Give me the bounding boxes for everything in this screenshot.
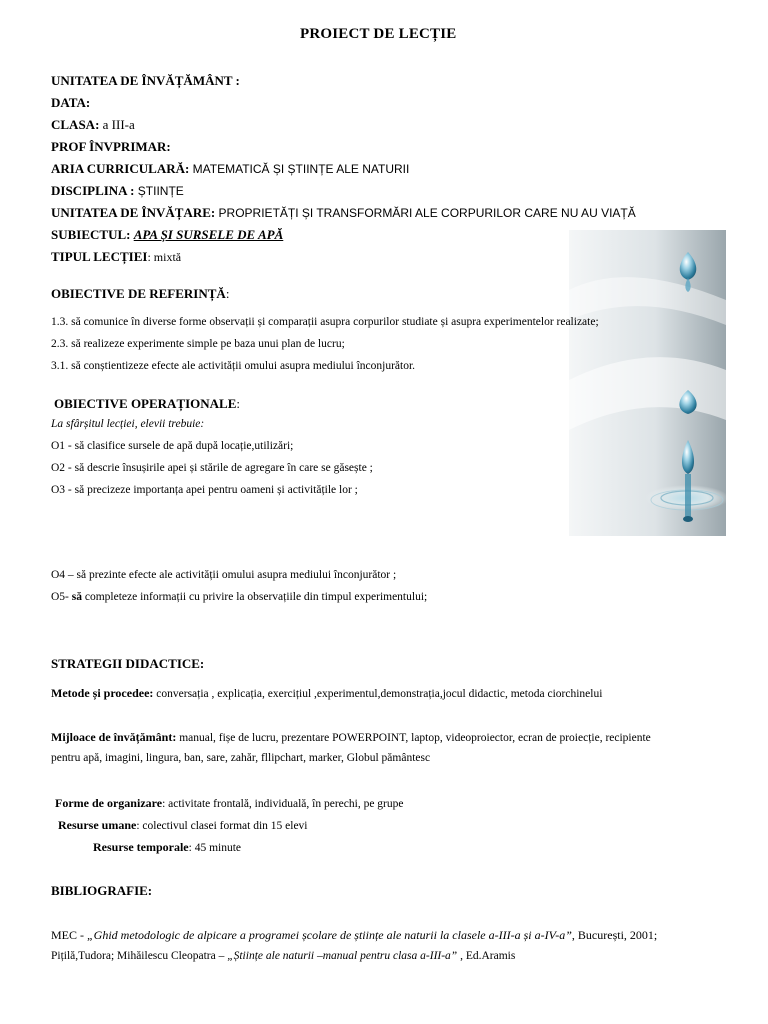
ref1-suffix: , București, 2001; bbox=[571, 928, 658, 942]
arie-label: ARIA CURRICULARĂ: bbox=[51, 161, 190, 176]
resurse-umane-label: Resurse umane bbox=[58, 818, 137, 832]
obiective-referinta-colon: : bbox=[225, 286, 230, 301]
obiectiv-referinta-3: 3.1. să conștientizeze efecte ale activității omului asupra mediului înconjurător. bbox=[51, 360, 416, 372]
mijloace-label: Mijloace de învățământ: bbox=[51, 730, 177, 744]
metode-field bbox=[51, 686, 602, 701]
resurse-temporale-label: Resurse temporale bbox=[93, 840, 189, 854]
unitate-invatare-value: PROPRIETĂȚI ȘI TRANSFORMĂRI ALE CORPURILOR CARE NU AU VIAȚĂ bbox=[215, 206, 636, 220]
bibliografie-heading: BIBLIOGRAFIE: bbox=[51, 883, 153, 898]
resurse-umane-value: : colectivul clasei format din 15 elevi bbox=[136, 820, 308, 832]
mijloace-field bbox=[51, 730, 651, 745]
arie-value: MATEMATICĂ ȘI ȘTIINȚE ALE NATURII bbox=[189, 162, 410, 176]
clasa-field bbox=[51, 117, 135, 133]
unitate-invatare-field bbox=[51, 205, 636, 221]
mijloace-value-line2: pentru apă, imagini, lingura, ban, sare, zahăr, fllipchart, marker, Globul pământesc bbox=[51, 752, 431, 764]
strategii-heading: STRATEGII DIDACTICE: bbox=[51, 656, 205, 671]
bibliografie-ref-2 bbox=[51, 950, 515, 962]
obiectiv-referinta-1: 1.3. să comunice în diverse forme observații și comparații asupra corpurilor studiate și asupra experimentelor realizate; bbox=[51, 316, 599, 328]
o5-rest: completeze informații cu privire la observațiile din timpul experimentului; bbox=[82, 591, 428, 603]
obiectiv-o2: O2 - să descrie însușirile apei și stările de agregare în care se găsește ; bbox=[51, 462, 373, 474]
obiective-operationale-title: OBIECTIVE OPERAȚIONALE bbox=[54, 396, 237, 411]
mijloace-value-line1: manual, fișe de lucru, prezentare POWERPOINT, laptop, videoproiector, ecran de proiecție, recipiente bbox=[176, 732, 651, 744]
obiective-referinta-title: OBIECTIVE DE REFERINȚĂ bbox=[51, 286, 226, 301]
subiect-label: SUBIECTUL: bbox=[51, 227, 131, 242]
arie-field bbox=[51, 161, 409, 177]
subiect-field bbox=[51, 227, 283, 243]
obiectiv-o3: O3 - să precizeze importanța apei pentru oameni și activitățile lor ; bbox=[51, 484, 358, 496]
metode-label: Metode și procedee: bbox=[51, 686, 154, 700]
obiective-operationale-heading bbox=[54, 396, 240, 412]
obiective-operationale-colon: : bbox=[236, 396, 241, 411]
forme-label: Forme de organizare bbox=[55, 796, 163, 810]
prof-label: PROF ÎNVPRIMAR: bbox=[51, 139, 171, 154]
obiectiv-o1: O1 - să clasifice sursele de apă după locație,utilizări; bbox=[51, 440, 294, 452]
forme-field bbox=[55, 796, 403, 811]
data-label: DATA: bbox=[51, 95, 91, 110]
tip-value: : mixtă bbox=[147, 250, 182, 264]
disciplina-field bbox=[51, 183, 184, 199]
resurse-umane-field bbox=[58, 818, 308, 833]
ref1-prefix: MEC - bbox=[51, 928, 87, 942]
obiective-operationale-intro: La sfârșitul lecției, elevii trebuie: bbox=[51, 418, 205, 430]
clasa-value: a III-a bbox=[99, 117, 135, 132]
obiectiv-o5 bbox=[51, 591, 427, 603]
clasa-label: CLASA: bbox=[51, 117, 100, 132]
o5-prefix: O5- bbox=[51, 591, 72, 603]
disciplina-value: ȘTIINȚE bbox=[134, 184, 184, 198]
subiect-value: APA ȘI SURSELE DE APĂ bbox=[133, 227, 284, 242]
resurse-temporale-field bbox=[93, 840, 241, 855]
page-title: PROIECT DE LECȚIE bbox=[300, 26, 457, 42]
ref2-suffix: , Ed.Aramis bbox=[457, 950, 516, 962]
water-drop-illustration bbox=[569, 230, 726, 536]
forme-value: : activitate frontală, individuală, în perechi, pe grupe bbox=[162, 798, 404, 810]
tip-label: TIPUL LECȚIEI bbox=[51, 249, 148, 264]
ref2-prefix: Pițilă,Tudora; Mihăilescu Cleopatra – bbox=[51, 950, 228, 962]
unitate-invatare-label: UNITATEA DE ÎNVĂȚARE: bbox=[51, 205, 216, 220]
tip-field bbox=[51, 249, 181, 265]
obiectiv-o4: O4 – să prezinte efecte ale activității omului asupra mediului înconjurător ; bbox=[51, 569, 397, 581]
bibliografie-ref-1 bbox=[51, 928, 657, 943]
metode-value: conversația , explicația, exercițiul ,experimentul,demonstrația,jocul didactic, metoda ciorchinelui bbox=[153, 688, 603, 700]
unitate-label: UNITATEA DE ÎNVĂȚĂMÂNT : bbox=[51, 73, 240, 88]
o5-bold: să bbox=[71, 591, 82, 603]
resurse-temporale-value: : 45 minute bbox=[188, 842, 242, 854]
ref1-title: „Ghid metodologic de alpicare a programei școlare de științe ale naturii la clasele a-III-a și a-IV-a” bbox=[87, 928, 572, 942]
ref2-title: „Științe ale naturii –manual pentru clasa a-III-a” bbox=[227, 950, 458, 962]
obiective-referinta-heading bbox=[51, 286, 229, 302]
disciplina-label: DISCIPLINA : bbox=[51, 183, 135, 198]
obiectiv-referinta-2: 2.3. să realizeze experimente simple pe baza unui plan de lucru; bbox=[51, 338, 345, 350]
